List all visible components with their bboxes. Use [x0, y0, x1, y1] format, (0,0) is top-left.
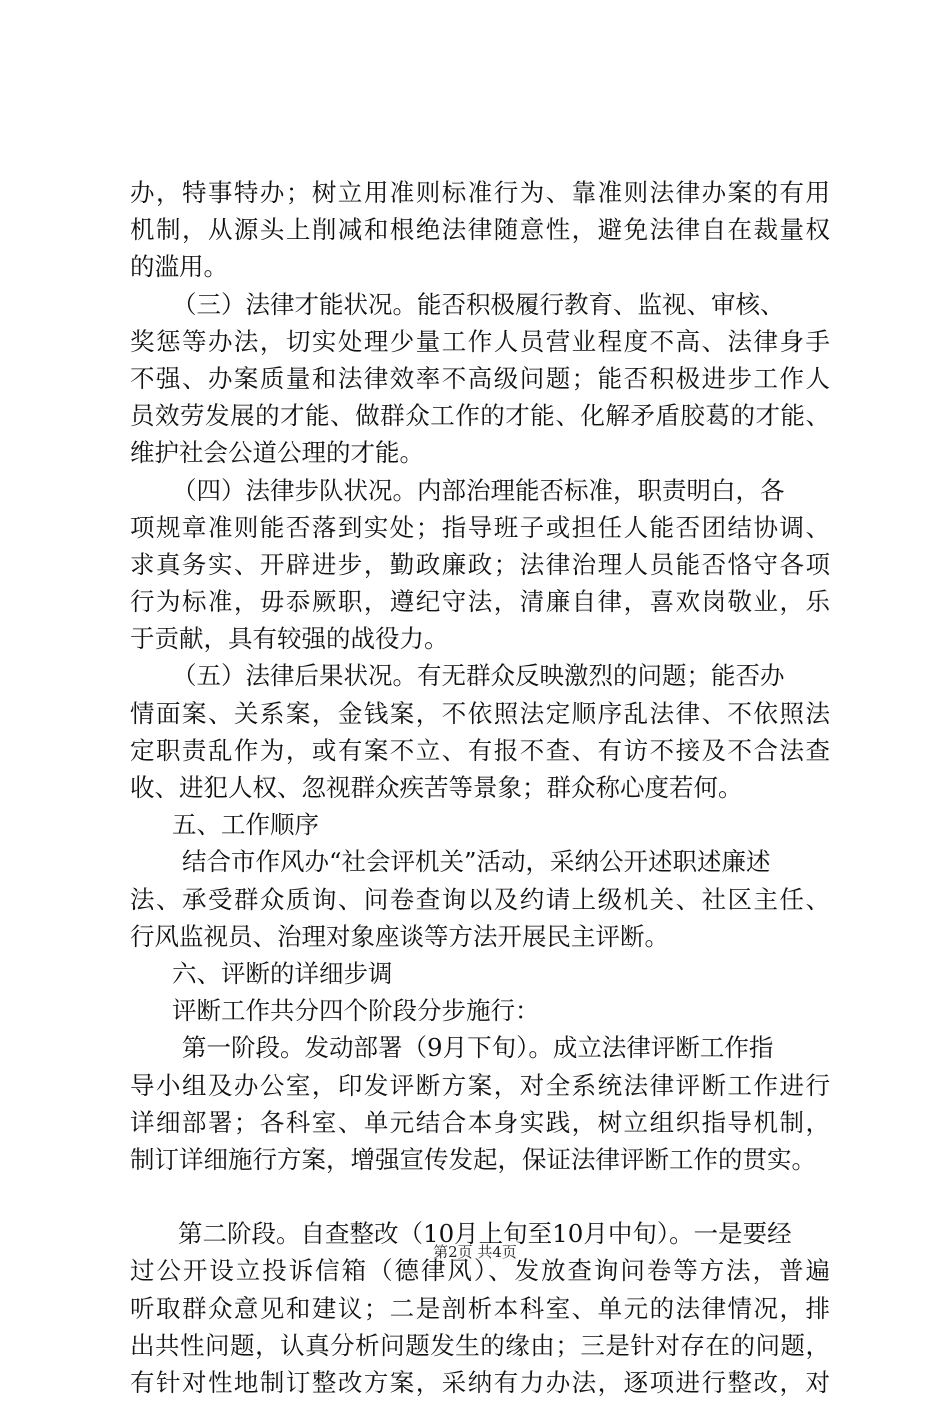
page-number: 第2页 共4页 — [433, 1243, 517, 1261]
text-line: 求真务实、开辟进步，勤政廉政；法律治理人员能否恪守各项 — [130, 549, 830, 579]
text-line: 出共性问题，认真分析问题发生的缘由；三是针对存在的问题， — [130, 1330, 830, 1360]
paragraph-gap — [130, 1178, 830, 1215]
text-line: 制订详细施行方案，增强宣传发起，保证法律评断工作的贯实。 — [130, 1144, 816, 1174]
text-line: 维护社会公道公理的才能。 — [130, 438, 424, 468]
text-line: 评断工作共分四个阶段分步施行： — [172, 996, 540, 1026]
text-line: 定职责乱作为，或有案不立、有报不查、有访不接及不合法查 — [130, 735, 830, 765]
text-line: 情面案、关系案，金钱案，不依照法定顺序乱法律、不依照法 — [130, 698, 830, 728]
text-line: 结合市作风办“社会评机关”活动，采纳公开述职述廉述 — [182, 847, 771, 877]
text-line: 行为标准，毋忝厥职，遵纪守法，清廉自律，喜欢岗敬业，乐 — [130, 587, 830, 617]
text-line: 导小组及办公室，印发评断方案，对全系统法律评断工作进行 — [130, 1070, 830, 1100]
text-line: 法、承受群众质询、问卷查询以及约请上级机关、社区主任、 — [130, 884, 830, 914]
text-line: 于贡献，具有较强的战役力。 — [130, 624, 449, 654]
text-line: 有针对性地制订整改方案，采纳有力办法，逐项进行整改，对 — [130, 1368, 830, 1397]
text-line: 详细部署；各科室、单元结合本身实践，树立组织指导机制， — [130, 1107, 830, 1137]
text-line: 第一阶段。发动部署（9月下旬）。成立法律评断工作指 — [182, 1033, 774, 1063]
text-line: 过公开设立投诉信箱（德律风）、发放查询问卷等方法，普遍 — [130, 1256, 830, 1286]
text-line: 收、进犯人权、忽视群众疾苦等景象；群众称心度若何。 — [130, 773, 743, 802]
text-line: 办，特事特办；树立用准则标准行为、靠准则法律办案的有用 — [130, 178, 830, 207]
document-body — [130, 174, 830, 1401]
text-line: （三）法律才能状况。能否积极履行教育、监视、审核、 — [172, 289, 785, 319]
text-line: 奖惩等办法，切实处理少量工作人员营业程度不高、法律身手 — [130, 326, 830, 356]
text-line: （五）法律后果状况。有无群众反映激烈的问题；能否办 — [172, 661, 785, 691]
section-heading: 五、工作顺序 — [172, 810, 319, 840]
section-heading: 六、评断的详细步调 — [172, 958, 393, 988]
text-line: 的滥用。 — [130, 252, 228, 282]
text-line: 行风监视员、治理对象座谈等方法开展民主评断。 — [130, 921, 669, 951]
text-line: 不强、办案质量和法律效率不高级问题；能否积极进步工作人 — [130, 363, 830, 393]
text-line: 项规章准则能否落到实处；指导班子或担任人能否团结协调、 — [130, 512, 830, 542]
text-line: 员效劳发展的才能、做群众工作的才能、化解矛盾胶葛的才能、 — [130, 401, 830, 431]
text-line: （四）法律步队状况。内部治理能否标准，职责明白，各 — [172, 475, 785, 505]
text-line: 第二阶段。自查整改（10月上旬至10月中旬）。一是要经 — [178, 1219, 792, 1249]
text-line: 机制，从源头上削减和根绝法律随意性，避免法律自在裁量权 — [130, 215, 830, 245]
text-line: 听取群众意见和建议；二是剖析本科室、单元的法律情况，排 — [130, 1293, 830, 1323]
